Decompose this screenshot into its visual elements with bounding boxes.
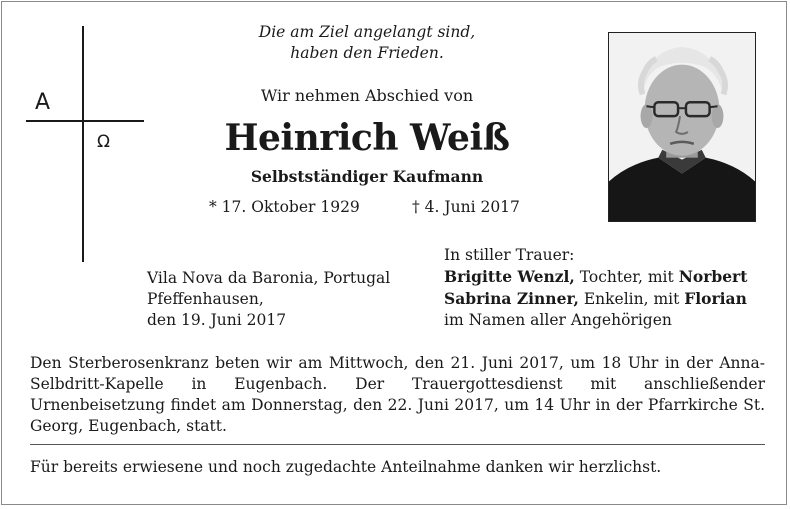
deceased-occupation: Selbstständiger Kaufmann xyxy=(250,167,484,186)
divider-line xyxy=(30,444,765,445)
mourners-heading: In stiller Trauer: xyxy=(444,246,575,264)
service-details: Den Sterberosenkranz beten wir am Mittwoch, den 21. Juni 2017, um 18 Uhr in der Anna-Selbdritt-Kapelle in Eugenbach. Der Trauergottesdienst mit anschließender Urnenbeisetzung findet am Donnerstag, den 22. Juni 2017, um 14 Uhr in der Pfarrkirche St. Georg, Eugenbach, statt. xyxy=(30,354,765,435)
mourner-1-relation: Tochter, mit xyxy=(579,268,674,286)
mourner-2-name: Sabrina Zinner, xyxy=(444,289,579,308)
cross-vertical-bar xyxy=(82,26,84,262)
place-and-date xyxy=(147,268,390,331)
birth-date: * 17. Oktober 1929 xyxy=(209,198,360,216)
mourner-row-3: im Namen aller Angehörigen xyxy=(444,311,672,329)
place-line-3: den 19. Juni 2017 xyxy=(147,311,287,329)
farewell-line: Wir nehmen Abschied von xyxy=(260,86,474,105)
place-line-2: Pfeffenhausen, xyxy=(147,290,264,308)
cross-horizontal-bar xyxy=(26,120,144,122)
alpha-symbol: A xyxy=(35,90,51,115)
motto-line-2: haben den Frieden. xyxy=(290,44,444,62)
mourner-1-name: Brigitte Wenzl, xyxy=(444,267,575,286)
mourner-row-2 xyxy=(444,288,747,310)
mourner-2-partner: Florian xyxy=(684,289,747,308)
mourner-2-relation: Enkelin, mit xyxy=(583,290,680,308)
portrait-photo xyxy=(608,32,756,222)
place-line-1: Vila Nova da Baronia, Portugal xyxy=(147,269,391,287)
mourner-row-1 xyxy=(444,266,747,288)
portrait-illustration xyxy=(609,33,755,221)
thanks-note: Für bereits erwiesene und noch zugedachte Anteilnahme danken wir herzlichst. xyxy=(30,458,662,476)
mourners-block xyxy=(444,245,747,331)
omega-symbol: Ω xyxy=(97,132,110,152)
mourner-1-partner: Norbert xyxy=(678,267,748,286)
motto-line-1: Die am Ziel angelangt sind, xyxy=(258,23,476,41)
motto xyxy=(172,22,562,64)
obituary-notice xyxy=(1,1,787,505)
death-date: † 4. Juni 2017 xyxy=(412,198,520,216)
deceased-name: Heinrich Weiß xyxy=(224,117,510,159)
